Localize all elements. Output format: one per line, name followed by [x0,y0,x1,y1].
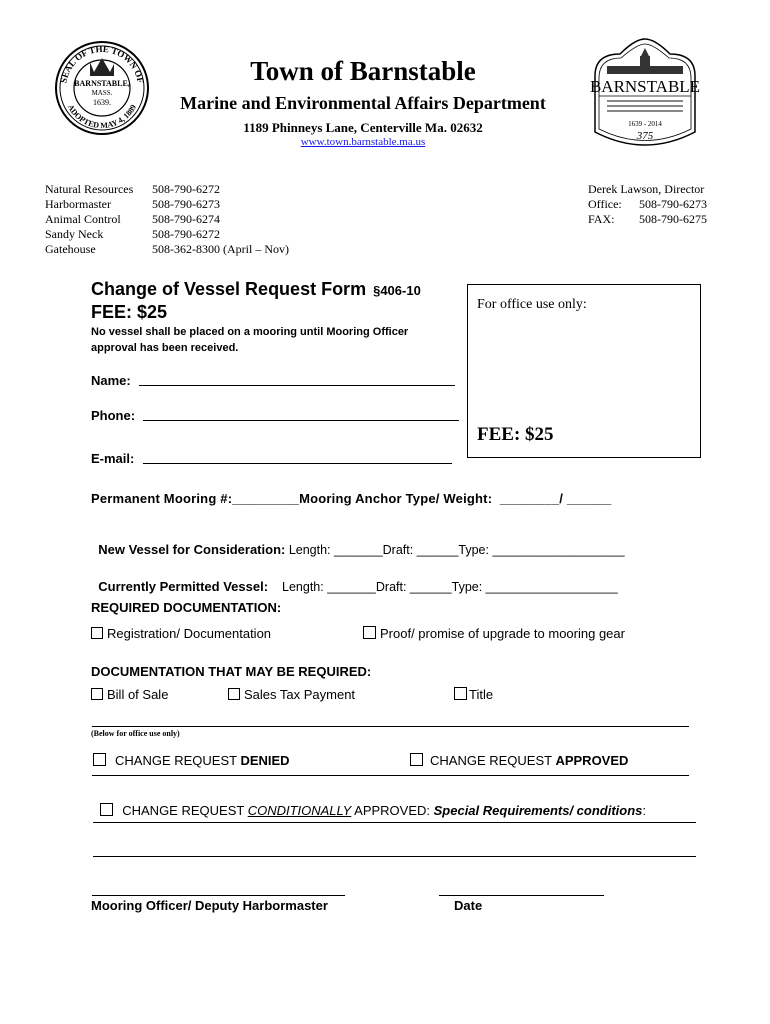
signature-line[interactable] [92,895,345,896]
contact-phone: 508-362-8300 (April – Nov) [152,242,289,256]
conditional-word: CONDITIONALLY [247,803,352,818]
seal-ring-top-text: SEAL OF THE TOWN OF [58,43,146,84]
upgrade-proof-label: Proof/ promise of upgrade to mooring gear [380,626,625,641]
barnstable-375-logo [585,36,705,152]
contact-phone: 508-790-6272 [152,227,220,241]
contact-phone: 508-790-6274 [152,212,220,226]
maybe-required-heading: DOCUMENTATION THAT MAY BE REQUIRED: [91,664,372,679]
department-title: Marine and Environmental Affairs Department [180,93,546,113]
conditional-checkbox[interactable] [93,788,646,818]
phone-field[interactable] [143,420,459,421]
title-label: Title [469,687,494,702]
office-phone: 508-790-6273 [639,197,707,211]
current-vessel-label: Currently Permitted Vessel: [98,579,269,594]
contact-label: Animal Control [45,212,121,226]
seal-sub-text: MASS. [91,89,113,97]
contact-row [45,182,289,197]
conditional-colon: : [642,803,647,818]
checkbox-icon[interactable] [454,687,467,700]
current-vessel-row[interactable] [91,564,618,594]
conditions-line-1[interactable] [93,822,696,823]
bill-of-sale-checkbox[interactable] [91,687,168,702]
upgrade-proof-checkbox[interactable] [363,626,625,641]
divider-line [92,726,689,727]
contact-row [45,227,289,242]
approved-checkbox[interactable] [410,753,628,768]
checkbox-icon[interactable] [93,753,106,766]
sales-tax-checkbox[interactable] [228,687,355,702]
form-title-text: Change of Vessel Request Form [91,279,367,299]
checkbox-icon[interactable] [410,753,423,766]
logo-years-text: 1639 - 2014 [628,120,662,128]
approved-prefix: CHANGE REQUEST [430,753,556,768]
email-label: E-mail: [91,451,135,466]
seal-year-text: 1639. [93,98,111,107]
contact-list [45,182,289,257]
office-use-fee: FEE: $25 [477,424,554,445]
new-vessel-row[interactable] [91,527,625,557]
logo-name-text: BARNSTABLE [589,77,701,96]
date-label: Date [454,898,483,913]
contact-phone: 508-790-6273 [152,197,220,211]
seal-ring-bottom-text: ADOPTED MAY 4, 1889 [65,102,139,131]
mooring-row[interactable]: Permanent Mooring #:_________Mooring Anchor Type/ Weight: ________/ ______ [91,491,612,506]
checkbox-icon[interactable] [91,688,103,700]
director-contact [588,182,707,227]
contact-row [45,212,289,227]
contact-label: Natural Resources [45,182,134,196]
denied-checkbox[interactable] [93,753,290,768]
required-heading: REQUIRED DOCUMENTATION: [91,600,282,615]
fax-row [588,212,707,227]
current-vessel-fields[interactable]: Length: _______Draft: ______Type: ___________________ [282,580,618,594]
office-use-box [467,284,701,458]
checkbox-icon[interactable] [363,626,376,639]
signature-label: Mooring Officer/ Deputy Harbormaster [91,898,328,913]
form-section: §406-10 [373,283,421,298]
conditions-line-2[interactable] [93,856,696,857]
denied-word: DENIED [240,753,290,768]
date-line[interactable] [439,895,604,896]
address: 1189 Phinneys Lane, Centerville Ma. 02632 [243,120,483,135]
bill-of-sale-label: Bill of Sale [107,687,169,702]
phone-label: Phone: [91,408,136,423]
checkbox-icon[interactable] [91,627,103,639]
conditional-requirements-label: Special Requirements/ conditions [433,803,643,818]
town-title: Town of Barnstable [250,56,476,86]
checkbox-icon[interactable] [100,803,113,816]
contact-label: Gatehouse [45,242,96,256]
contact-label: Harbormaster [45,197,111,211]
email-field[interactable] [143,463,452,464]
placement-notice: No vessel shall be placed on a mooring until Mooring Officer approval has been received. [91,326,409,354]
title-checkbox[interactable] [454,687,493,702]
contact-label: Sandy Neck [45,227,104,241]
denied-prefix: CHANGE REQUEST [115,753,241,768]
office-row [588,197,707,212]
contact-phone: 508-790-6272 [152,182,220,196]
checkbox-icon[interactable] [228,688,240,700]
name-field[interactable] [139,385,455,386]
contact-row [45,197,289,212]
office-use-note: (Below for office use only) [91,729,180,738]
director-name: Derek Lawson, Director [588,182,705,196]
name-label: Name: [91,373,131,388]
new-vessel-fields[interactable]: Length: _______Draft: ______Type: ___________________ [285,543,625,557]
form-fee: FEE: $25 [91,302,168,322]
seal-center-text: BARNSTABLE, [74,79,130,88]
conditional-prefix: CHANGE REQUEST [122,803,248,818]
fax-label: FAX: [588,212,615,226]
approved-word: APPROVED [555,753,629,768]
new-vessel-label: New Vessel for Consideration: [98,542,286,557]
office-use-label: For office use only: [477,297,587,312]
registration-checkbox[interactable] [91,626,271,641]
form-title [91,279,421,300]
office-label: Office: [588,197,622,211]
conditional-mid: APPROVED: [351,803,434,818]
divider-line [92,775,689,776]
logo-badge-text: 375 [636,130,654,142]
contact-row [45,242,289,257]
sales-tax-label: Sales Tax Payment [244,687,356,702]
website-link[interactable]: www.town.barnstable.ma.us [300,136,426,148]
town-seal-logo [52,40,152,135]
fax-phone: 508-790-6275 [639,212,707,226]
registration-label: Registration/ Documentation [107,626,272,641]
